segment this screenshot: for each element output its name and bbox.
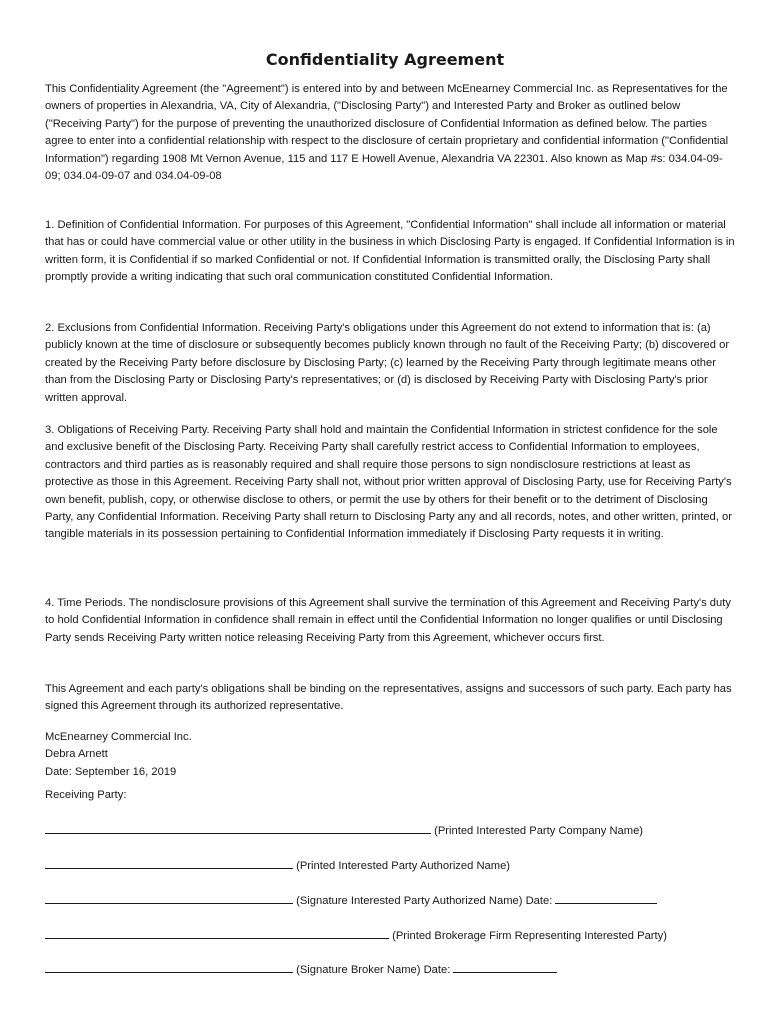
signature-authorized-blank[interactable]	[45, 892, 293, 904]
authorized-name-blank[interactable]	[45, 857, 293, 869]
signature-authorized-row	[45, 892, 735, 910]
binding-paragraph: This Agreement and each party's obligations shall be binding on the representatives, assigns and successors of such party. Each party has signed this Agreement through its authorized representative.	[45, 683, 732, 713]
signature-authorized-label: (Signature Interested Party Authorized Name) Date:	[296, 895, 553, 907]
section-time-periods: 4. Time Periods. The nondisclosure provisions of this Agreement shall survive the termination of this Agreement and Receiving Party's duty to hold Confidential Information in confidence shall remain in effect until the Confidential Information no longer qualifies or until Disclosing Party sends Receiving Party written notice releasing Receiving Party from this Agreement, whichever occurs first.	[45, 597, 731, 644]
authorized-name-label: (Printed Interested Party Authorized Name)	[296, 860, 511, 872]
section-obligations: 3. Obligations of Receiving Party. Receiving Party shall hold and maintain the Confidential Information in strictest confidence for the sole and exclusive benefit of the Disclosing Party. Receiving Party shall carefully restrict access to Confidential Information to employees, contractors and third parties as is reasonably required and shall require those persons to sign nondisclosure restrictions at least as protective as those in this Agreement. Receiving Party shall not, without prior written approval of Disclosing Party, use for Receiving Party's own benefit, publish, copy, or otherwise disclose to others, or permit the use by others for their benefit or to the detriment of Disclosing Party, any Confidential Information. Receiving Party shall return to Disclosing Party any and all records, notes, and other written, printed, or tangible materials in its possession pertaining to Confidential Information immediately if Disclosing Party requests it in writing.	[45, 424, 732, 541]
brokerage-firm-blank[interactable]	[45, 927, 389, 939]
section-definition: 1. Definition of Confidential Information. For purposes of this Agreement, "Confidential Information" shall include all information or material that has or could have commercial value or other utility in the business in which Disclosing Party is engaged. If Confidential Information is in written form, it is Confidential if so marked Confidential or not. If Confidential Information is transmitted orally, the Disclosing Party shall promptly provide a writing indicating that such oral communication constituted Confidential Information.	[45, 219, 735, 284]
signature-authorized-date-blank[interactable]	[555, 892, 657, 904]
signature-broker-date-blank[interactable]	[453, 961, 557, 973]
company-name-row	[45, 822, 735, 840]
brokerage-firm-label: (Printed Brokerage Firm Representing Interested Party)	[392, 930, 667, 942]
signature-broker-label: (Signature Broker Name) Date:	[296, 964, 451, 976]
authorized-name-row	[45, 857, 735, 875]
section-exclusions: 2. Exclusions from Confidential Information. Receiving Party's obligations under this Agreement do not extend to information that is: (a) publicly known at the time of disclosure or subsequently becomes publicly known through no fault of the Receiving Party; (b) discovered or created by the Receiving Party before disclosure by Disclosing Party; (c) learned by the Receiving Party through legitimate means other than from the Disclosing Party or Disclosing Party's representatives; or (d) is disclosed by Receiving Party with Disclosing Party's prior written approval.	[45, 322, 730, 404]
signer-company: McEnearney Commercial Inc.	[45, 731, 192, 743]
receiving-party-label: Receiving Party:	[45, 789, 127, 801]
signer-date: Date: September 16, 2019	[45, 766, 177, 778]
intro-paragraph: This Confidentiality Agreement (the "Agreement") is entered into by and between McEnearney Commercial Inc. as Representatives for the owners of properties in Alexandria, VA, City of Alexandria, ("Disclosing Party") and Interested Party and Broker as outlined below ("Receiving Party") for the purpose of preventing the unauthorized disclosure of Confidential Information as defined below. The parties agree to enter into a confidential relationship with respect to the disclosure of certain proprietary and confidential information ("Confidential Information") regarding 1908 Mt Vernon Avenue, 115 and 117 E Howell Avenue, Alexandria VA 22301. Also known as Map #s: 034.04-09-09; 034.04-09-07 and 034.04-09-08	[45, 83, 729, 183]
company-name-blank[interactable]	[45, 822, 431, 834]
document-title: Confidentiality Agreement	[265, 50, 505, 69]
signer-name: Debra Arnett	[45, 748, 108, 760]
brokerage-firm-row	[45, 927, 735, 945]
company-name-label: (Printed Interested Party Company Name)	[434, 825, 644, 837]
signature-broker-blank[interactable]	[45, 961, 293, 973]
signature-broker-row	[45, 961, 735, 979]
